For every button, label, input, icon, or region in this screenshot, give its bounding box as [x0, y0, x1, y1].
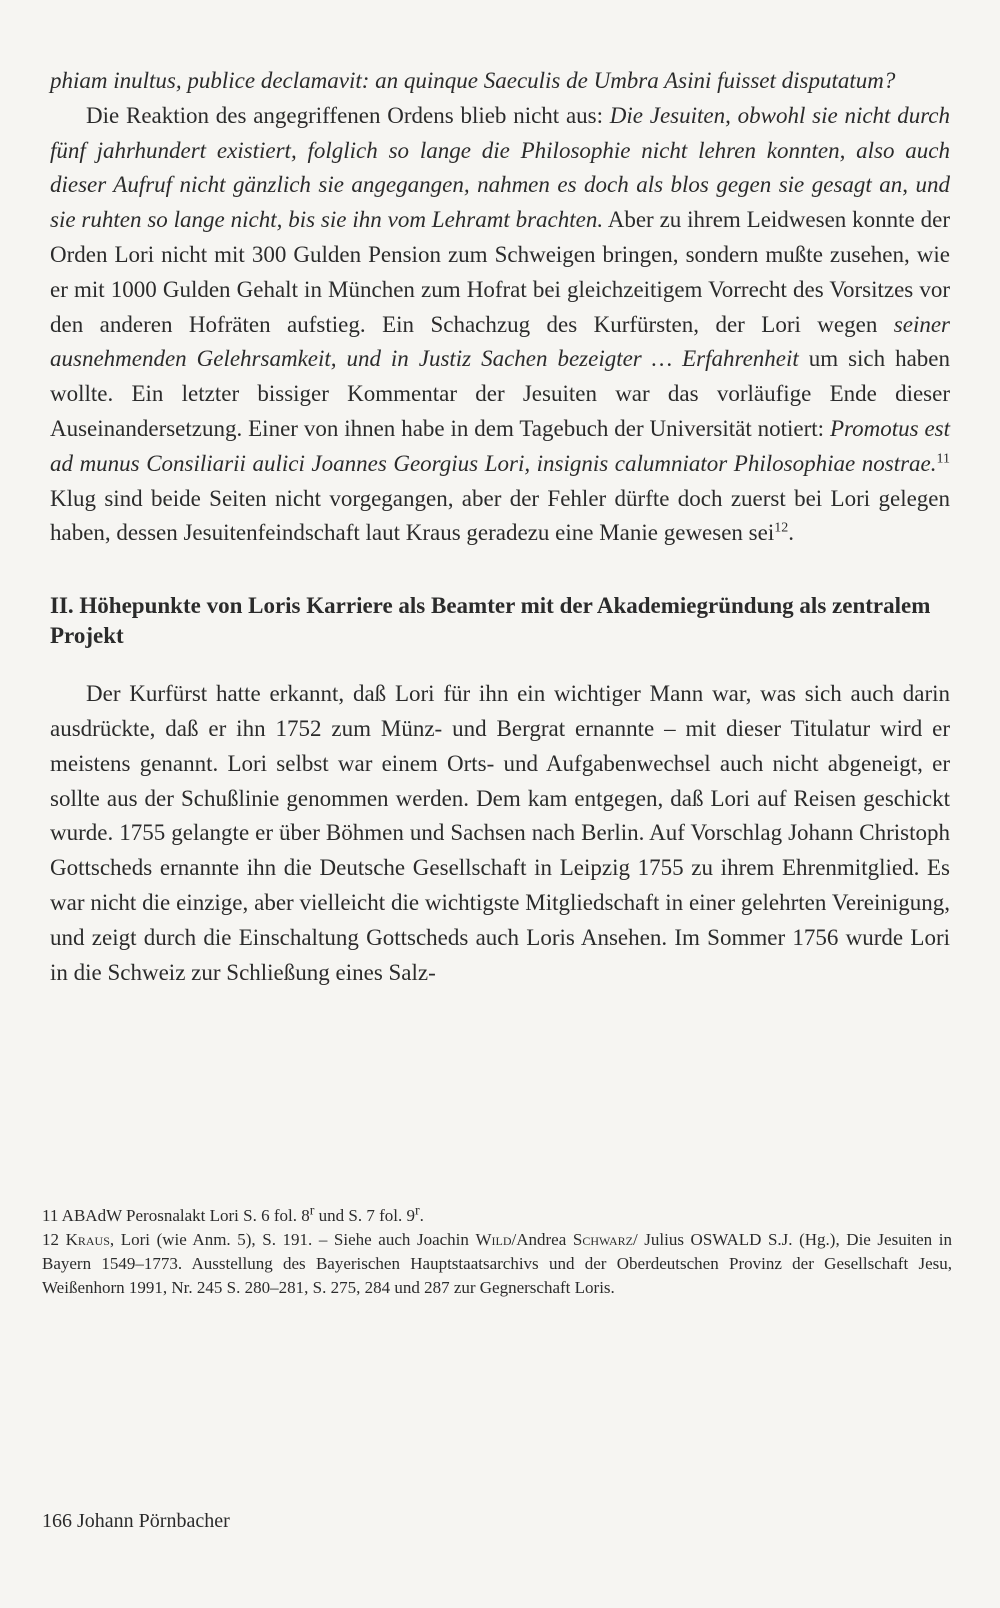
paragraph-career: Der Kurfürst hatte erkannt, daß Lori für ihn ein wichtiger Mann war, was sich auch darin ausdrückte, daß er ihn 1752 zum Münz- und Bergrat ernannte – mit dieser Titulatur wird er meistens genannt. Lori selbst war einem Orts- und Aufgabenwechsel auch nicht abgeneigt, er sollte aus der Schußlinie genommen werden. Dem kam entgegen, daß Lori auf Reisen geschickt wurde. 1755 gelangte er über Böhmen und Sachsen nach Berlin. Auf Vorschlag Johann Christoph Gottscheds ernannte ihn die Deutsche Gesellschaft in Leipzig 1755 zu ihrem Ehrenmitglied. Es war nicht die einzige, aber vielleicht die wichtigste Mitgliedschaft in einer gelehrten Vereinigung, und zeigt durch die Einschaltung Gottscheds auch Loris Ansehen. Im Sommer 1756 wurde Lori in die Schweiz zur Schließung eines Salz-: [50, 681, 950, 985]
paragraph-continuation: [50, 64, 950, 99]
main-text: [50, 64, 950, 990]
section-heading: II. Höhepunkte von Loris Karriere als Beamter mit der Akademiegründung als zentralem Projekt: [50, 593, 931, 649]
footnote-12: 12 Kraus, Lori (wie Anm. 5), S. 191. – Siehe auch Joachin Wild/Andrea Schwarz/ Julius OSWALD S.J. (Hg.), Die Jesuiten in Bayern 1549–1773. Ausstellung des Bayerischen Hauptstaatsarchivs und der Oberdeutschen Provinz der Gesellschaft Jesu, Weißenhorn 1991, Nr. 245 S. 280–281, S. 275, 284 und 287 zur Gegnerschaft Loris.: [42, 1230, 952, 1297]
footnotes: [42, 1204, 952, 1300]
quote-gelehrsamkeit: seiner ausnehmenden Gelehrsamkeit, und in Justiz Sachen bezeigter … Erfahrenheit: [50, 311, 950, 372]
footnote-ref-12[interactable]: 12: [774, 520, 789, 536]
quote-jesuits: Die Jesuiten, obwohl sie nicht durch fünf jahrhundert existiert, folglich so lange die Philosophie nicht lehren konnten, also auch dieser Aufruf nicht gänzlich sie angegangen, nahmen es doch als blos gegen sie gesagt an, und sie ruhten so lange nicht, bis sie ihn vom Lehramt brachten.: [50, 102, 950, 233]
latin-quote: phiam inultus, publice declamavit: an quinque Saeculis de Umbra Asini fuisset disputatum?: [50, 68, 896, 93]
quote-promotus: Promotus est ad munus Consiliarii aulici Joannes Georgius Lori, insignis calumniator Philosophiae nostrae.: [50, 415, 951, 476]
paragraph-jesuit-reaction: Die Reaktion des angegriffenen Ordens blieb nicht aus: Die Jesuiten, obwohl sie nicht durch fünf jahrhundert existiert, folglich so lange die Philosophie nicht lehren konnten, also auch dieser Aufruf nicht gänzlich sie angegangen, nahmen es doch als blos gegen sie gesagt an, und sie ruhten so lange nicht, bis sie ihn vom Lehramt brachten. Aber zu ihrem Leidwesen konnte der Orden Lori nicht mit 300 Gulden Pension zum Schweigen bringen, sondern mußte zusehen, wie er mit 1000 Gulden Gehalt in München zum Hofrat bei gleichzeitigem Vorrecht des Vorsitzes vor den anderen Hofräten aufstieg. Ein Schachzug des Kurfürsten, der Lori wegen seiner ausnehmenden Gelehrsamkeit, und in Justiz Sachen bezeigter … Erfahrenheit um sich haben wollte. Ein letzter bissiger Kommentar der Jesuiten war das vorläufige Ende dieser Auseinandersetzung. Einer von ihnen habe in dem Tagebuch der Universität notiert: Promotus est ad munus Consiliarii aulici Joannes Georgius Lori, insignis calumniator Philosophiae nostrae.$^{11}$ Klug sind beide Seiten nicht vorgegangen, aber der Fehler dürfte doch zuerst bei Lori gelegen haben, dessen Jesuitenfeindschaft laut Kraus geradezu eine Manie gewesen sei$^{12}$.: [50, 102, 951, 546]
page-footer: 166 Johann Pörnbacher: [42, 1510, 230, 1532]
footnote-ref-11[interactable]: 11: [936, 451, 950, 467]
footnote-11: 11 ABAdW Perosnalakt Lori S. 6 fol. 8$^r$ und S. 7 fol. 9$^r$.: [42, 1203, 424, 1225]
